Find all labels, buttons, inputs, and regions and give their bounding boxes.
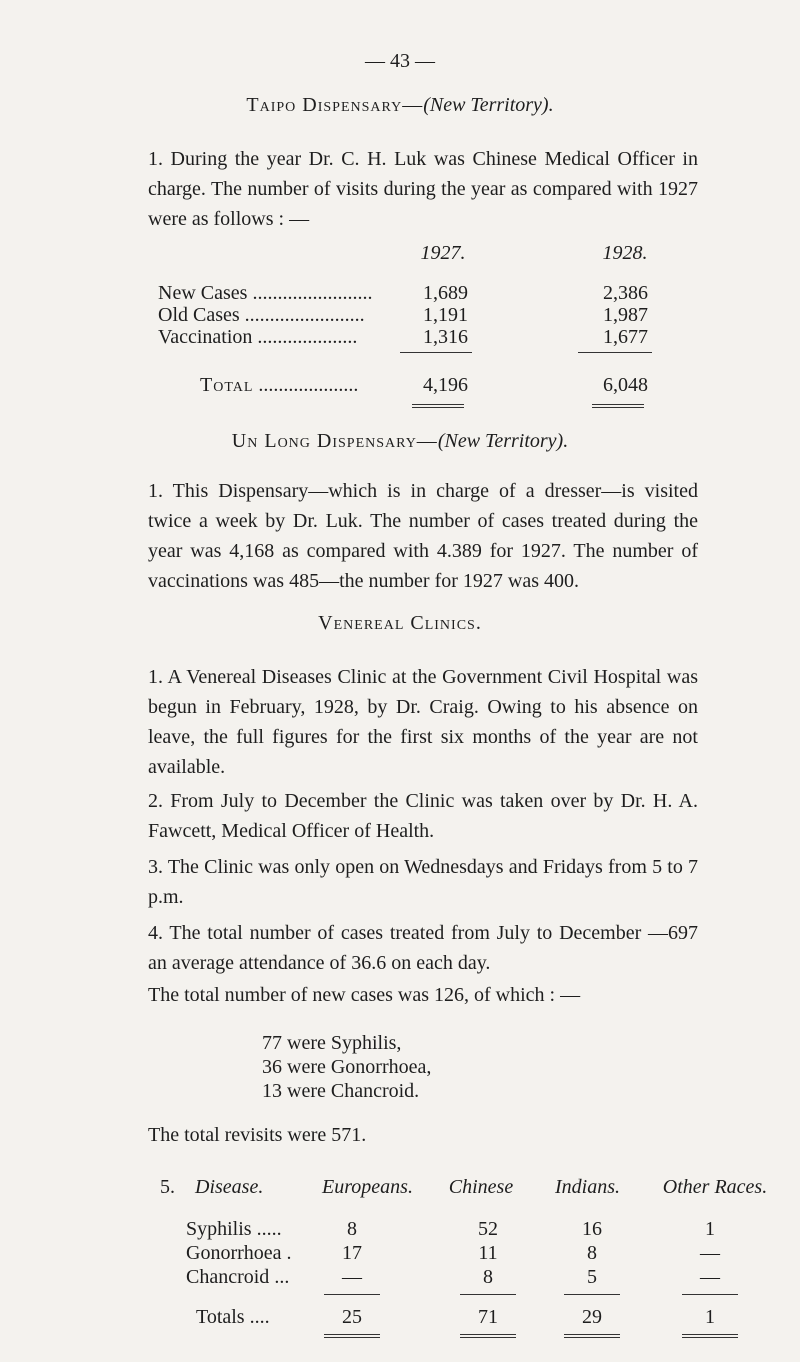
venereal-revisits: The total revisits were 571. bbox=[148, 1124, 367, 1146]
venereal-paragraph-4: 4. The total number of cases treated from July to December —697 an average attendance of 36.6 on each day. bbox=[148, 922, 698, 974]
breakdown-chancroid: 13 were Chancroid. bbox=[262, 1080, 420, 1102]
taipo-vaccination-1927: 1,316 bbox=[423, 326, 468, 348]
unlong-heading bbox=[0, 430, 800, 453]
chancroid-other: — bbox=[700, 1266, 720, 1288]
row-syphilis-label: Syphilis ..... bbox=[186, 1218, 282, 1240]
taipo-double-rule-1928-a bbox=[592, 404, 644, 405]
taipo-total-1928: 6,048 bbox=[603, 374, 648, 396]
header-other-races: Other Races. bbox=[662, 1176, 768, 1198]
gonorrhoea-other: — bbox=[700, 1242, 720, 1264]
taipo-double-rule-1928-b bbox=[592, 407, 644, 408]
taipo-total-1927: 4,196 bbox=[423, 374, 468, 396]
taipo-double-rule-1927-b bbox=[412, 407, 464, 408]
breakdown-syphilis: 77 were Syphilis, bbox=[262, 1032, 402, 1054]
chancroid-chinese: 8 bbox=[483, 1266, 493, 1288]
taipo-new-cases-1928: 2,386 bbox=[603, 282, 648, 304]
taipo-row-old-cases-label: Old Cases ........................ bbox=[158, 304, 365, 326]
taipo-old-cases-1928: 1,987 bbox=[603, 304, 648, 326]
venereal-paragraph-1: 1. A Venereal Diseases Clinic at the Government Civil Hospital was begun in February, 1928, by Dr. Craig. Owing to his absence on leave, the full figures for the first six months of the year are not available. bbox=[148, 666, 698, 778]
europeans-double-rule-a bbox=[324, 1334, 380, 1335]
venereal-paragraph-3: 3. The Clinic was only open on Wednesdays and Fridays from 5 to 7 p.m. bbox=[148, 856, 698, 908]
gonorrhoea-indians: 8 bbox=[587, 1242, 597, 1264]
taipo-heading-territory: (New Territory). bbox=[423, 94, 554, 116]
taipo-rule-1928 bbox=[578, 352, 652, 353]
chancroid-europeans: — bbox=[342, 1266, 362, 1288]
other-double-rule-b bbox=[682, 1337, 738, 1338]
chancroid-indians: 5 bbox=[587, 1266, 597, 1288]
totals-chinese: 71 bbox=[478, 1306, 498, 1328]
taipo-row-vaccination-label: Vaccination .................... bbox=[158, 326, 358, 348]
header-disease: Disease. bbox=[195, 1176, 264, 1198]
other-rule bbox=[682, 1294, 738, 1295]
taipo-header-1928: 1928. bbox=[602, 242, 648, 264]
gonorrhoea-chinese: 11 bbox=[478, 1242, 498, 1264]
taipo-rule-1927 bbox=[400, 352, 472, 353]
totals-other: 1 bbox=[705, 1306, 715, 1328]
taipo-total-label: Total .................... bbox=[200, 374, 359, 396]
syphilis-indians: 16 bbox=[582, 1218, 602, 1240]
chinese-rule bbox=[460, 1294, 516, 1295]
header-indians: Indians. bbox=[555, 1176, 620, 1198]
europeans-double-rule-b bbox=[324, 1337, 380, 1338]
unlong-paragraph-1: 1. This Dispensary—which is in charge of a dresser—is visited twice a week by Dr. Luk. The number of cases treated during the year was 4,168 as compared with 4.389 for 1927. The number of vaccinations was 485—the number for 1927 was 400. bbox=[148, 480, 698, 592]
taipo-new-cases-1927: 1,689 bbox=[423, 282, 468, 304]
page-number: — 43 — bbox=[365, 50, 435, 72]
totals-label: Totals .... bbox=[196, 1306, 270, 1328]
indians-double-rule-b bbox=[564, 1337, 620, 1338]
other-double-rule-a bbox=[682, 1334, 738, 1335]
totals-indians: 29 bbox=[582, 1306, 602, 1328]
unlong-heading-territory: (New Territory). bbox=[437, 430, 569, 452]
dot-leader: ........................ bbox=[244, 304, 365, 326]
dot-leader: .................... bbox=[257, 326, 358, 348]
header-chinese: Chinese bbox=[448, 1176, 514, 1198]
dot-leader: ........................ bbox=[252, 282, 373, 304]
taipo-header-1927: 1927. bbox=[420, 242, 466, 264]
dot-leader: .... bbox=[249, 1306, 270, 1328]
gonorrhoea-europeans: 17 bbox=[342, 1242, 362, 1264]
taipo-vaccination-1928: 1,677 bbox=[603, 326, 648, 348]
venereal-heading: Venereal Clinics. bbox=[318, 612, 482, 634]
taipo-paragraph-1: 1. During the year Dr. C. H. Luk was Chinese Medical Officer in charge. The number of visits during the year as compared with 1927 were as follows : — bbox=[148, 148, 698, 230]
indians-rule bbox=[564, 1294, 620, 1295]
dot-leader: ... bbox=[274, 1266, 290, 1288]
row-chancroid-label: Chancroid ... bbox=[186, 1266, 290, 1288]
disease-table-number: 5. bbox=[160, 1176, 175, 1198]
taipo-row-new-cases-label: New Cases ........................ bbox=[158, 282, 373, 304]
syphilis-chinese: 52 bbox=[478, 1218, 498, 1240]
syphilis-other: 1 bbox=[705, 1218, 715, 1240]
chinese-double-rule-b bbox=[460, 1337, 516, 1338]
dot-leader: ..... bbox=[256, 1218, 282, 1240]
row-gonorrhoea-label: Gonorrhoea . bbox=[186, 1242, 292, 1264]
dot-leader: . bbox=[286, 1242, 292, 1264]
indians-double-rule-a bbox=[564, 1334, 620, 1335]
dot-leader: .................... bbox=[258, 374, 359, 396]
taipo-heading bbox=[0, 94, 800, 117]
syphilis-europeans: 8 bbox=[347, 1218, 357, 1240]
header-europeans: Europeans. bbox=[322, 1176, 413, 1198]
totals-europeans: 25 bbox=[342, 1306, 362, 1328]
taipo-heading-main: Taipo Dispensary— bbox=[246, 94, 424, 116]
taipo-old-cases-1927: 1,191 bbox=[423, 304, 468, 326]
venereal-paragraph-2: 2. From July to December the Clinic was taken over by Dr. H. A. Fawcett, Medical Officer of Health. bbox=[148, 790, 698, 842]
unlong-heading-main: Un Long Dispensary— bbox=[231, 430, 438, 452]
breakdown-gonorrhoea: 36 were Gonorrhoea, bbox=[262, 1056, 432, 1078]
venereal-new-cases-intro: The total number of new cases was 126, of which : — bbox=[148, 984, 581, 1006]
europeans-rule bbox=[324, 1294, 380, 1295]
taipo-double-rule-1927-a bbox=[412, 404, 464, 405]
chinese-double-rule-a bbox=[460, 1334, 516, 1335]
